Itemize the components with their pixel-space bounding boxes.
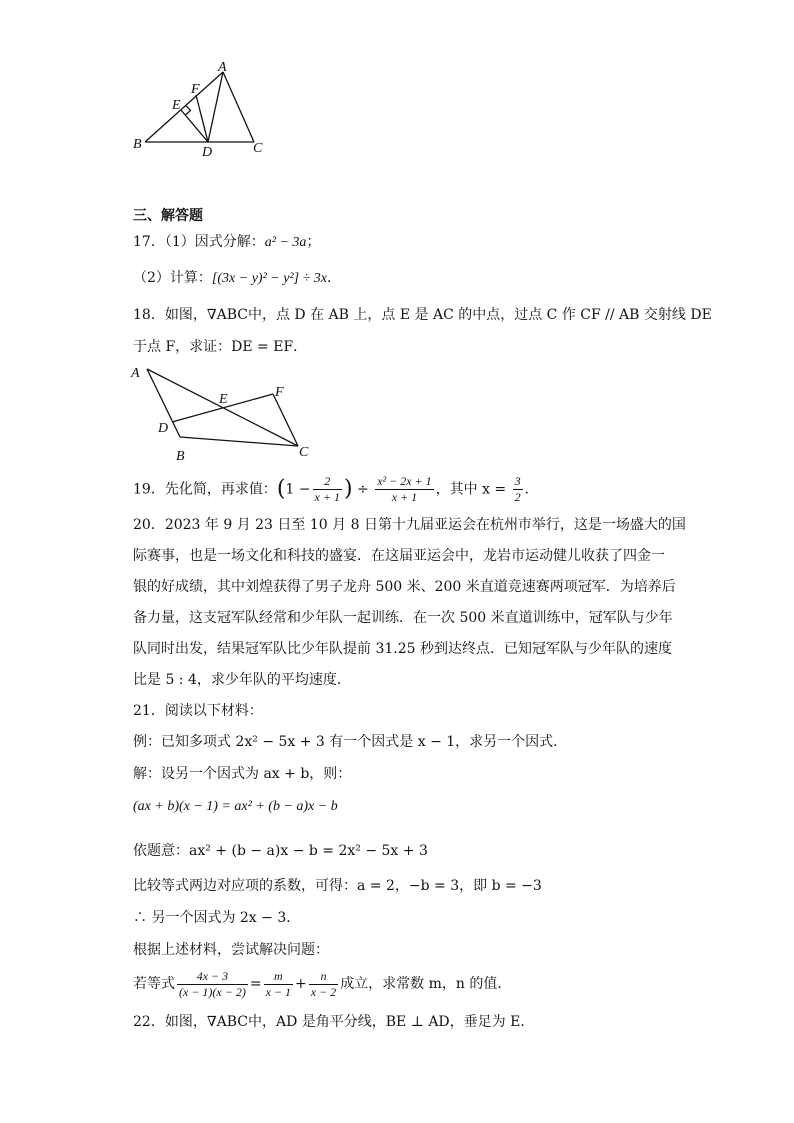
q21-line-4: (ax + b)(x − 1) = ax² + (b − a)x − b — [133, 799, 338, 814]
fig2-label-c: C — [299, 445, 309, 460]
q18-line1: 18．如图，∇ABC中，点 D 在 AB 上，点 E 是 AC 的中点，过点 C 作 CF // AB 交射线 DE — [133, 307, 712, 323]
triangle-figure-1 — [125, 60, 275, 160]
fig1-label-e: E — [172, 98, 181, 113]
fig1-label-a: A — [218, 60, 227, 75]
q21-line-7: ∴ 另一个因式为 2x − 3． — [133, 910, 301, 926]
fig1-label-d: D — [202, 145, 213, 160]
fig1-label-b: B — [133, 137, 142, 152]
segment-ad — [208, 72, 223, 142]
fig1-label-c: C — [253, 141, 263, 156]
q20-line-3: 银的好成绩，其中刘煌获得了男子龙舟 500 米、200 米直道竞速赛两项冠军．为培养后 — [133, 579, 676, 595]
q18-line2: 于点 F，求证：DE = EF． — [133, 339, 308, 355]
segment-ac — [223, 72, 254, 142]
segment-bc — [180, 437, 298, 446]
q21-line-9: 若等式 $\frac{4x - 3}{(x - 1)(x - 2)}$ = $\frac{m}{x - 1}$ + $\frac{n}{x - 2}$ 成立，求常数 m，n 的值． — [133, 968, 512, 999]
q22-line: 22．如图，∇ABC中，AD 是角平分线，BE ⊥ AD，垂足为 E． — [133, 1014, 535, 1030]
q20-line-4: 备力量，这支冠军队经常和少年队一起训练．在一次 500 米直道训练中，冠军队与少年 — [133, 610, 673, 626]
segment-ba — [145, 72, 223, 142]
q21-line-2: 例：已知多项式 2x² − 5x + 3 有一个因式是 x − 1，求另一个因式． — [133, 734, 568, 750]
q20-line-6: 比是 5 : 4，求少年队的平均速度． — [133, 672, 351, 688]
segment-fc — [273, 394, 298, 446]
q17-part1: 17．（1）因式分解：a² − 3a； — [133, 234, 321, 250]
q19: 19．先化简，再求值：(1 − $\frac{2}{x + 1}$ ) ÷ $\frac{\text{x² − 2x + 1}}{x + 1}$ ，其中 x = $\frac{3}{2}$ ． — [133, 474, 539, 504]
fig2-label-d: D — [158, 421, 169, 436]
fig2-label-a: A — [131, 366, 140, 381]
q21-line-3: 解：设另一个因式为 ax + b，则： — [133, 766, 352, 782]
fig1-label-f: F — [191, 82, 200, 97]
right-angle-mark — [186, 106, 191, 116]
fig2-label-e: E — [219, 392, 228, 407]
q20-line-1: 20．2023 年 9 月 23 日至 10 月 8 日第十九届亚运会在杭州市举行，这是一场盛大的国 — [133, 517, 686, 533]
q20-line-5: 队同时出发，结果冠军队比少年队提前 31.25 秒到达终点．已知冠军队与少年队的速度 — [133, 641, 672, 657]
q21-line-6: 比较等式两边对应项的系数，可得：a = 2，−b = 3，即 b = −3 — [133, 878, 542, 894]
fig2-label-b: B — [176, 449, 185, 464]
section-title: 三、解答题 — [133, 208, 203, 224]
q21-line-8: 根据上述材料，尝试解决问题： — [133, 942, 329, 958]
q21-line-5: 依题意：ax² + (b − a)x − b = 2x² − 5x + 3 — [133, 843, 428, 859]
q17-part2: （2）计算：[(3x − y)² − y²] ÷ 3x． — [133, 270, 341, 286]
q21-line-1: 21．阅读以下材料： — [133, 703, 263, 719]
fig2-label-f: F — [275, 385, 284, 400]
triangle-figure-2 — [125, 360, 325, 470]
q20-line-2: 际赛事，也是一场文化和科技的盛宴．在这届亚运会中，龙岩市运动健儿收获了四金一 — [133, 548, 665, 564]
